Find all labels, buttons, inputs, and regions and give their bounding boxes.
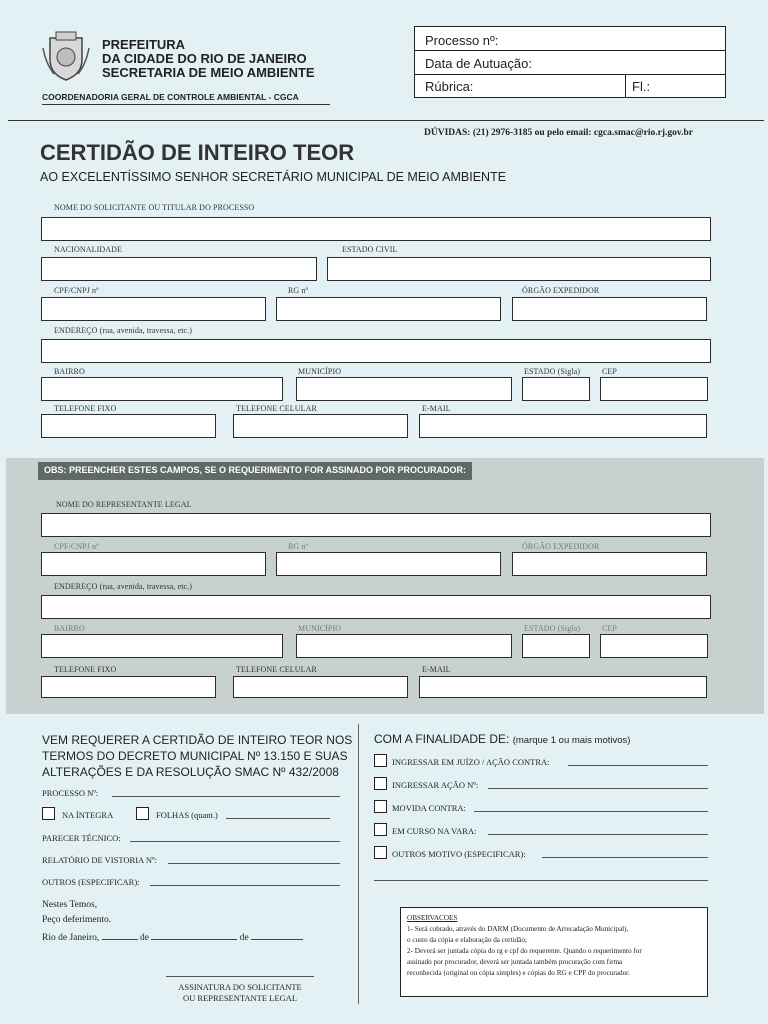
cpf-input[interactable] bbox=[41, 297, 266, 321]
label-proxy-orgao: ÓRGÃO EXPEDIDOR bbox=[522, 542, 600, 551]
purpose-opt4-label: EM CURSO NA VARA: bbox=[392, 826, 477, 836]
label-endereco: ENDEREÇO (rua, avenida, travessa, etc.) bbox=[54, 326, 193, 335]
data-autuacao-label: Data de Autuação: bbox=[425, 56, 532, 71]
proxy-banner bbox=[38, 462, 472, 480]
proxy-municipio-input[interactable] bbox=[296, 634, 512, 658]
month-blank[interactable] bbox=[151, 939, 237, 940]
processo-num-line[interactable] bbox=[112, 796, 340, 797]
estado-input[interactable] bbox=[522, 377, 590, 401]
celular-input[interactable] bbox=[233, 414, 408, 438]
proxy-celular-input[interactable] bbox=[233, 676, 408, 698]
orgao-input[interactable] bbox=[512, 297, 707, 321]
page-title: CERTIDÃO DE INTEIRO TEOR bbox=[40, 140, 355, 165]
purpose-heading bbox=[374, 732, 630, 746]
closing-nestes: Nestes Temos, bbox=[42, 900, 98, 910]
proxy-bairro-input[interactable] bbox=[41, 634, 283, 658]
proxy-endereco-input[interactable] bbox=[41, 595, 711, 619]
purpose-opt1-line[interactable] bbox=[568, 765, 708, 766]
protocol-box bbox=[414, 26, 726, 98]
closing-peco: Peço deferimento. bbox=[42, 915, 112, 925]
rubrica-label: Rúbrica: bbox=[425, 79, 474, 94]
purpose-opt1-checkbox[interactable] bbox=[374, 754, 387, 767]
label-estado: ESTADO (Sigla) bbox=[524, 367, 581, 376]
page-subtitle: AO EXCELENTÍSSIMO SENHOR SECRETÁRIO MUNICIPAL DE MEIO AMBIENTE bbox=[40, 170, 507, 184]
purpose-opt1-label: INGRESSAR EM JUÍZO / AÇÃO CONTRA: bbox=[392, 757, 550, 767]
relatorio-line[interactable] bbox=[168, 863, 340, 864]
proxy-telefone-input[interactable] bbox=[41, 676, 216, 698]
cep-input[interactable] bbox=[600, 377, 708, 401]
label-outros: OUTROS (ESPECIFICAR): bbox=[42, 877, 140, 887]
rubrica-field[interactable] bbox=[415, 75, 626, 97]
label-proxy-email: E-MAIL bbox=[422, 665, 451, 674]
signature-label-line1: ASSINATURA DO SOLICITANTE bbox=[178, 982, 302, 992]
nacionalidade-input[interactable] bbox=[41, 257, 317, 281]
bairro-input[interactable] bbox=[41, 377, 283, 401]
label-celular: TELEFONE CELULAR bbox=[236, 404, 317, 413]
rg-input[interactable] bbox=[276, 297, 501, 321]
label-proxy-endereco: ENDEREÇO (rua, avenida, travessa, etc.) bbox=[54, 582, 193, 591]
label-processo-num: PROCESSO Nº: bbox=[42, 788, 99, 798]
email-input[interactable] bbox=[419, 414, 707, 438]
label-de2: de bbox=[239, 933, 249, 943]
label-de1: de bbox=[140, 933, 149, 943]
label-folhas: FOLHAS (quant.) bbox=[156, 810, 218, 820]
folhas-checkbox[interactable] bbox=[136, 807, 149, 820]
label-parecer: PARECER TÉCNICO: bbox=[42, 833, 121, 843]
telefone-input[interactable] bbox=[41, 414, 216, 438]
purpose-opt5-label: OUTROS MOTIVO (ESPECIFICAR): bbox=[392, 849, 526, 859]
purpose-heading-text: COM A FINALIDADE DE: bbox=[374, 732, 510, 746]
processo-field[interactable] bbox=[415, 27, 725, 51]
processo-label: Processo nº: bbox=[425, 33, 499, 48]
label-municipio: MUNICÍPIO bbox=[298, 367, 342, 376]
label-nacionalidade: NACIONALIDADE bbox=[54, 245, 122, 254]
na-integra-checkbox[interactable] bbox=[42, 807, 55, 820]
label-telefone: TELEFONE FIXO bbox=[54, 404, 117, 413]
purpose-opt2-label: INGRESSAR AÇÃO Nº: bbox=[392, 780, 479, 790]
notes-line3: 2- Deverá ser juntada cópia do rg e cpf do requerente. Quando o requerimento for bbox=[407, 947, 642, 955]
label-rg: RG nº bbox=[288, 286, 309, 295]
label-proxy-municipio: MUNICÍPIO bbox=[298, 624, 342, 633]
proxy-banner-text: OBS: PREENCHER ESTES CAMPOS, SE O REQUERIMENTO FOR ASSINADO POR PROCURADOR: bbox=[44, 465, 467, 475]
label-proxy-estado: ESTADO (Sigla) bbox=[524, 624, 581, 633]
proxy-nome-input[interactable] bbox=[41, 513, 711, 537]
data-autuacao-field[interactable] bbox=[415, 51, 725, 75]
day-blank[interactable] bbox=[102, 939, 138, 940]
notes-line5: reconhecida (original ou cópia simples) e cópias do RG e CPF do procurador. bbox=[407, 969, 630, 977]
proxy-estado-input[interactable] bbox=[522, 634, 590, 658]
org-name-line3: SECRETARIA DE MEIO AMBIENTE bbox=[102, 65, 315, 80]
org-name-line1: PREFEITURA bbox=[102, 37, 186, 52]
label-relatorio: RELATÓRIO DE VISTORIA Nº: bbox=[42, 855, 157, 865]
label-bairro: BAIRRO bbox=[54, 367, 85, 376]
label-cpf: CPF/CNPJ nº bbox=[54, 286, 99, 295]
estado-civil-input[interactable] bbox=[327, 257, 711, 281]
purpose-opt3-checkbox[interactable] bbox=[374, 800, 387, 813]
purpose-opt4-line[interactable] bbox=[488, 834, 708, 835]
notes-line4: assinado por procurador, deverá ser juntada também procuração com firma bbox=[407, 958, 623, 966]
label-proxy-celular: TELEFONE CELULAR bbox=[236, 665, 317, 674]
signature-label-line2: OU REPRESENTANTE LEGAL bbox=[182, 993, 298, 1003]
endereco-input[interactable] bbox=[41, 339, 711, 363]
label-estado-civil: ESTADO CIVIL bbox=[342, 245, 398, 254]
purpose-opt2-line[interactable] bbox=[488, 788, 708, 789]
city-coat-of-arms bbox=[40, 30, 92, 82]
label-proxy-nome: NOME DO REPRESENTANTE LEGAL bbox=[56, 500, 192, 509]
label-email: E-MAIL bbox=[422, 404, 451, 413]
purpose-heading-note: (marque 1 ou mais motivos) bbox=[512, 735, 631, 746]
parecer-line[interactable] bbox=[130, 841, 340, 842]
notes-box bbox=[400, 907, 708, 997]
label-proxy-rg: RG nº bbox=[288, 542, 309, 551]
request-heading-line2: TERMOS DO DECRETO MUNICIPAL Nº 13.150 E SUAS bbox=[42, 749, 348, 763]
purpose-opt3-label: MOVIDA CONTRA: bbox=[392, 803, 466, 813]
label-nome: NOME DO SOLICITANTE OU TITULAR DO PROCESSO bbox=[54, 203, 255, 212]
nome-input[interactable] bbox=[41, 217, 711, 241]
request-heading-line3: ALTERAÇÕES E DA RESOLUÇÃO SMAC Nº 432/2008 bbox=[42, 765, 339, 779]
label-proxy-telefone: TELEFONE FIXO bbox=[54, 665, 117, 674]
proxy-rg-input[interactable] bbox=[276, 552, 501, 576]
purpose-extra-line[interactable] bbox=[374, 880, 708, 881]
date-line bbox=[42, 933, 303, 943]
purpose-opt3-line[interactable] bbox=[474, 811, 708, 812]
contact-info: DÚVIDAS: (21) 2976-3185 ou pelo email: cgca.smac@rio.rj.gov.br bbox=[424, 128, 693, 138]
fl-label: Fl.: bbox=[632, 79, 651, 94]
purpose-opt2-checkbox[interactable] bbox=[374, 777, 387, 790]
notes-line1: 1- Será cobrado, através do DARM (Documento de Arrecadação Municipal), bbox=[407, 925, 629, 933]
org-subtitle: COORDENADORIA GERAL DE CONTROLE AMBIENTAL - CGCA bbox=[42, 92, 299, 102]
outros-line[interactable] bbox=[150, 885, 340, 886]
proxy-cep-input[interactable] bbox=[600, 634, 708, 658]
proxy-cpf-input[interactable] bbox=[41, 552, 266, 576]
label-proxy-cep: CEP bbox=[602, 624, 617, 633]
fl-field[interactable] bbox=[626, 75, 650, 97]
proxy-orgao-input[interactable] bbox=[512, 552, 707, 576]
purpose-opt4-checkbox[interactable] bbox=[374, 823, 387, 836]
label-orgao: ÓRGÃO EXPEDIDOR bbox=[522, 286, 600, 295]
folhas-line[interactable] bbox=[226, 818, 330, 819]
notes-line2: o custo da cópia e elaboração da certidão; bbox=[407, 936, 527, 944]
label-proxy-bairro: BAIRRO bbox=[54, 624, 85, 633]
label-na-integra: NA ÍNTEGRA bbox=[62, 810, 114, 820]
label-rio: Rio de Janeiro, bbox=[42, 933, 100, 943]
purpose-opt5-checkbox[interactable] bbox=[374, 846, 387, 859]
year-blank[interactable] bbox=[251, 939, 303, 940]
org-name-line2: DA CIDADE DO RIO DE JANEIRO bbox=[102, 51, 307, 66]
label-cep: CEP bbox=[602, 367, 617, 376]
signature-line[interactable] bbox=[166, 976, 314, 977]
label-proxy-cpf: CPF/CNPJ nº bbox=[54, 542, 99, 551]
request-heading-line1: VEM REQUERER A CERTIDÃO DE INTEIRO TEOR NOS bbox=[42, 733, 353, 747]
municipio-input[interactable] bbox=[296, 377, 512, 401]
notes-title: OBSERVACOES bbox=[407, 914, 458, 922]
proxy-email-input[interactable] bbox=[419, 676, 707, 698]
purpose-opt5-line[interactable] bbox=[542, 857, 708, 858]
